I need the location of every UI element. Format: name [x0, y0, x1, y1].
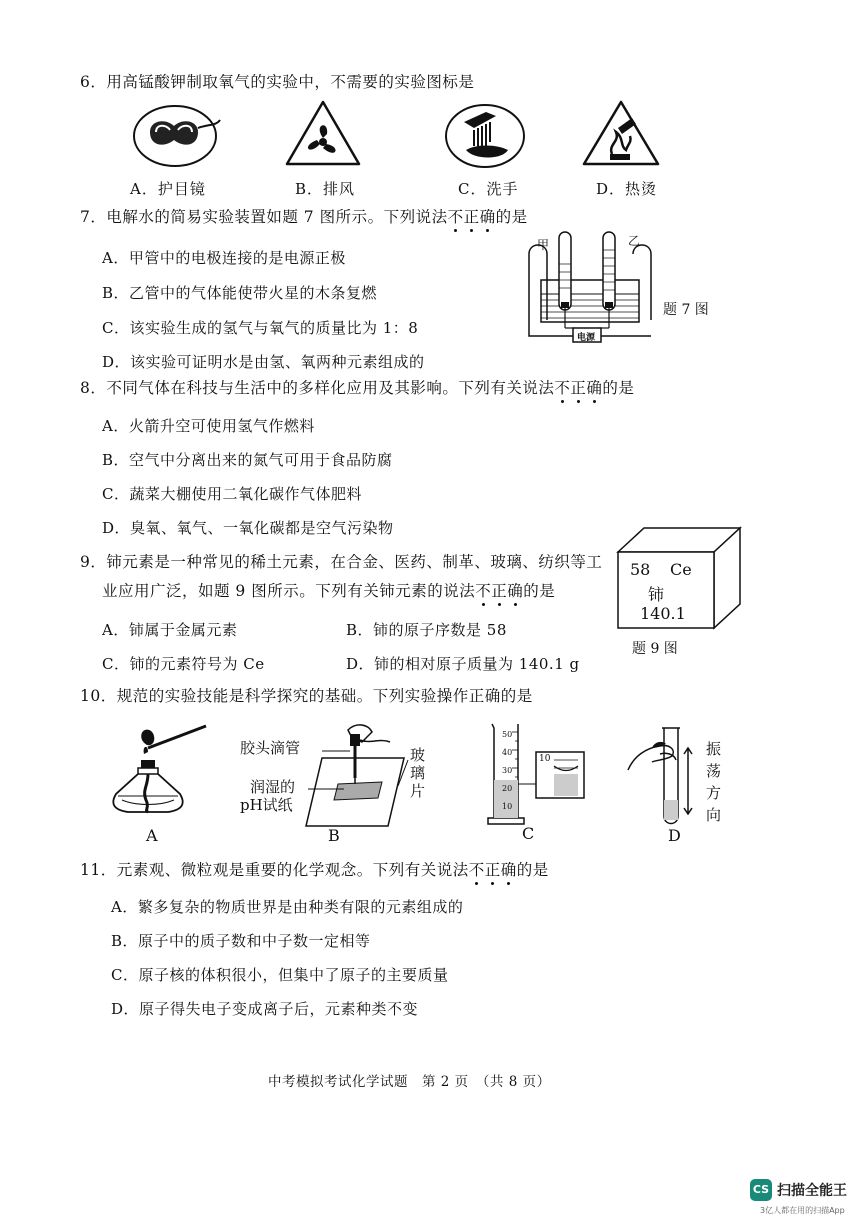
q9-option-a: A．铈属于金属元素 [102, 621, 238, 639]
element-atomic-mass: 140.1 [640, 604, 686, 623]
q6-stem: 6．用高锰酸钾制取氧气的实验中，不需要的实验图标是 [80, 73, 475, 91]
q11-option-a: A．繁多复杂的物质世界是由种类有限的元素组成的 [111, 898, 464, 916]
q9-stem-line2: 业应用广泛，如题 9 图所示。下列有关铈元素的说法不正确的是 [102, 582, 556, 600]
q6-option-c: C．洗手 [458, 180, 519, 198]
q9-emphasis: 不正确 [475, 582, 524, 600]
shake-direction-label: 振 荡 方 向 [706, 740, 722, 824]
q10-stem: 10．规范的实验技能是科学探究的基础。下列实验操作正确的是 [80, 687, 533, 705]
q7-option-d: D．该实验可证明水是由氢、氧两种元素组成的 [102, 353, 425, 371]
tube-jia-label: 甲 [537, 238, 550, 252]
figure-7-caption: 题 7 图 [663, 302, 709, 318]
q10-letter-b: B [328, 826, 340, 845]
q11-option-d: D．原子得失电子变成离子后，元素种类不变 [111, 1000, 419, 1018]
glass-plate-label: 玻 璃 片 [410, 746, 426, 800]
q11-emphasis: 不正确 [468, 861, 517, 879]
ph-paper-label-1: 润湿的 [250, 778, 296, 796]
cylinder-zoom-label: 10 [539, 754, 551, 764]
graduated-cylinder-figure [484, 722, 590, 834]
camscanner-tagline: 3亿人都在用的扫描App [760, 1206, 845, 1215]
ph-paper-label-2: pH试纸 [240, 796, 293, 814]
dropper-pointer [322, 747, 352, 755]
ph-paper-pointer [308, 785, 346, 793]
q9-stem-line1: 9．铈元素是一种常见的稀土元素，在合金、医药、制革、玻璃、纺织等工 [80, 553, 603, 571]
camscanner-name: 扫描全能王 [777, 1183, 847, 1199]
wash-hands-icon [444, 102, 526, 170]
q6-option-b: B．排风 [295, 180, 356, 198]
alcohol-lamp-figure [108, 720, 208, 824]
figure-9-caption: 题 9 图 [632, 641, 678, 657]
power-supply-label: 电源 [577, 333, 596, 343]
element-symbol: Ce [670, 560, 692, 579]
q8-option-b: B．空气中分离出来的氮气可用于食品防腐 [102, 451, 393, 469]
q7-option-c: C．该实验生成的氢气与氧气的质量比为 1：8 [102, 319, 419, 337]
tube-yi-label: 乙 [628, 234, 641, 248]
q9-option-b: B．铈的原子序数是 58 [346, 621, 507, 639]
q7-emphasis: 不正确 [447, 208, 496, 226]
q8-option-a: A．火箭升空可使用氢气作燃料 [102, 417, 315, 435]
q11-option-c: C．原子核的体积很小，但集中了原子的主要质量 [111, 966, 449, 984]
q7-option-a: A．甲管中的电极连接的是电源正极 [102, 249, 346, 267]
q11-option-b: B．原子中的质子数和中子数一定相等 [111, 932, 371, 950]
q10-letter-d: D [668, 826, 681, 845]
q7-option-b: B．乙管中的气体能使带火星的木条复燃 [102, 284, 378, 302]
q10-letter-a: A [146, 826, 158, 845]
q6-option-a: A．护目镜 [130, 180, 206, 198]
q10-letter-c: C [522, 824, 535, 843]
q8-option-c: C．蔬菜大棚使用二氧化碳作气体肥料 [102, 485, 362, 503]
page-footer: 中考模拟考试化学试题 第 2 页 （共 8 页） [268, 1074, 551, 1090]
q9-option-d: D．铈的相对原子质量为 140.1 g [346, 655, 580, 673]
fan-icon [283, 98, 363, 168]
q7-stem: 7．电解水的简易实验装置如题 7 图所示。下列说法不正确的是 [80, 208, 528, 226]
camscanner-logo-icon: CS [750, 1179, 772, 1201]
glass-plate-pointer [398, 760, 410, 790]
q11-stem: 11．元素观、微粒观是重要的化学观念。下列有关说法不正确的是 [80, 861, 549, 879]
goggles-icon [132, 102, 222, 172]
hot-icon [580, 98, 662, 168]
test-tube-shaking-figure [626, 726, 706, 830]
q9-option-c: C．铈的元素符号为 Ce [102, 655, 265, 673]
q8-emphasis: 不正确 [554, 379, 603, 397]
cylinder-tick-labels: 50 40 30 20 10 [502, 730, 513, 811]
q8-stem: 8．不同气体在科技与生活中的多样化应用及其影响。下列有关说法不正确的是 [80, 379, 635, 397]
ph-paper-figure [300, 720, 410, 832]
element-name: 铈 [648, 585, 665, 604]
element-atomic-number: 58 [630, 560, 651, 579]
q6-option-d: D．热烫 [596, 180, 658, 198]
q8-option-d: D．臭氧、氧气、一氧化碳都是空气污染物 [102, 519, 394, 537]
dropper-label: 胶头滴管 [240, 739, 301, 757]
